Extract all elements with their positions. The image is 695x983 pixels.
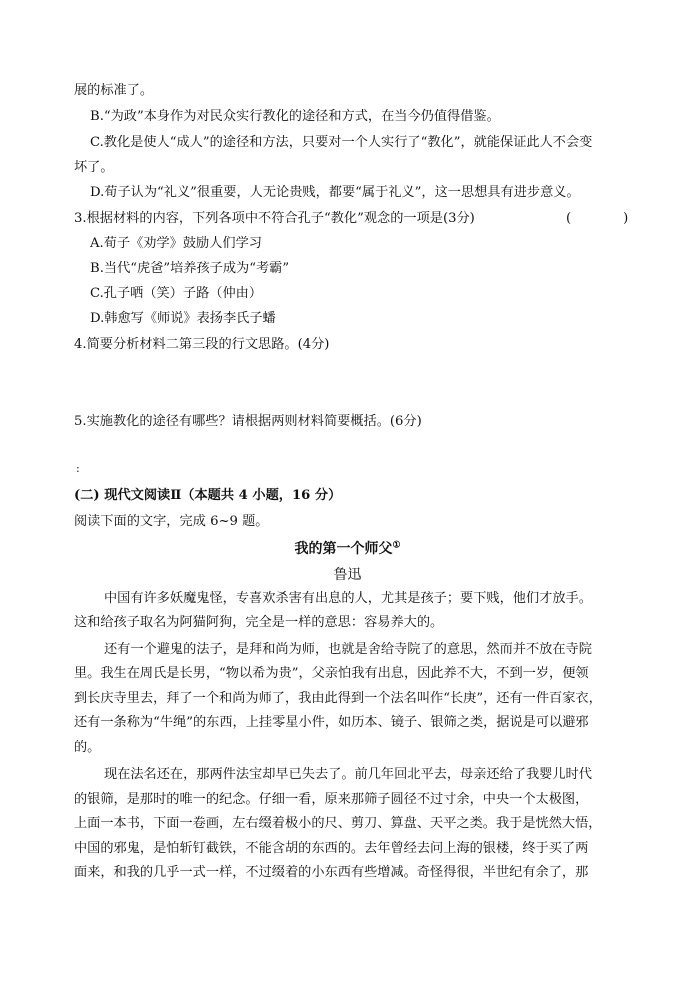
q3-stem-text: 3.根据材料的内容，下列各项中不符合孔子“教化”观念的一项是(3分) — [74, 211, 475, 226]
passage-author: 鲁迅 — [333, 567, 362, 583]
paren-left: ( — [566, 211, 572, 226]
q3-option-a: A.荀子《劝学》鼓励人们学习 — [90, 236, 262, 251]
passage-title-text: 我的第一个师父 — [294, 541, 393, 557]
q2-tail-line: 展的标准了。 — [74, 83, 154, 98]
paragraph-3-line-1: 现在法名还在，那两件法宝却早已失去了。前几年回北平去，母亲还给了我婴儿时代 — [104, 767, 592, 782]
paragraph-2-line-4: 还有一条称为“牛绳”的东西，上挂零星小件，如历本、镜子、银筛之类，据说是可以避邪 — [74, 715, 589, 730]
q4-stem: 4.简要分析材料二第三段的行文思路。(4分) — [74, 337, 330, 352]
stray-mark: : — [76, 462, 80, 475]
paragraph-1-line-2: 这和给孩子取名为阿猫阿狗，完全是一样的意思：容易养大的。 — [74, 615, 444, 630]
paragraph-2-line-2: 里。我生在周氏是长男，“物以希为贵”，父亲怕我有出息，因此养不大，不到一岁，便领 — [74, 666, 589, 681]
q5-stem: 5.实施教化的途径有哪些？请根据两则材料简要概括。(6分) — [74, 414, 422, 429]
paren-right: ) — [623, 211, 629, 226]
q2-option-c-cont: 坏了。 — [74, 160, 114, 175]
q3-answer-blank — [566, 210, 628, 228]
q3-option-d: D.韩愈写《师说》表扬李氏子蟠 — [90, 311, 276, 326]
footnote-mark: ① — [392, 540, 401, 551]
paragraph-3-line-4: 中国的邪鬼，是怕斩钉截铁，不能含胡的东西的。去年曾经去问上海的银楼，终于买了两 — [74, 841, 589, 856]
q2-option-c: C.教化是使人“成人”的途径和方法，只要对一个人实行了“教化”，就能保证此人不会变 — [90, 135, 593, 150]
q3-option-c: C.孔子哂（笑）子路（仲由） — [90, 286, 263, 301]
paragraph-2-line-1: 还有一个避鬼的法子，是拜和尚为师，也就是舍给寺院了的意思，然而并不放在寺院 — [104, 642, 592, 657]
paragraph-3-line-3: 上面一本书，下面一卷画，左右缀着极小的尺、剪刀、算盘、天平之类。我于是恍然大悟， — [74, 816, 602, 831]
passage-title — [0, 538, 695, 558]
q3-stem — [74, 210, 475, 228]
q2-option-b: B.“为政”本身作为对民众实行教化的途径和方式，在当今仍值得借鉴。 — [90, 109, 500, 124]
paragraph-2-line-3: 到长庆寺里去，拜了一个和尚为师了，我由此得到一个法名叫作“长庚”，还有一件百家衣， — [74, 691, 602, 706]
q2-option-d: D.荀子认为“礼义”很重要，人无论贵贱，都要“属于礼义”，这一思想具有进步意义。 — [90, 185, 580, 200]
section-heading: (二) 现代文阅读Ⅱ（本题共 4 小题，16 分） — [74, 488, 342, 503]
paragraph-3-line-5: 面来，和我的几乎一式一样，不过缀着的小东西有些增减。奇怪得很，半世纪有余了，那 — [74, 865, 589, 880]
q3-option-b: B.当代“虎爸”培养孩子成为“考霸” — [90, 261, 290, 276]
paragraph-1-line-1: 中国有许多妖魔鬼怪，专喜欢杀害有出息的人，尤其是孩子；要下贱，他们才放手。 — [104, 591, 592, 606]
paragraph-2-line-5: 的。 — [74, 740, 101, 755]
section-instruction: 阅读下面的文字，完成 6~9 题。 — [74, 514, 269, 529]
paragraph-3-line-2: 的银筛，是那时的唯一的纪念。仔细一看，原来那筛子圆径不过寸余，中央一个太极图， — [74, 792, 589, 807]
